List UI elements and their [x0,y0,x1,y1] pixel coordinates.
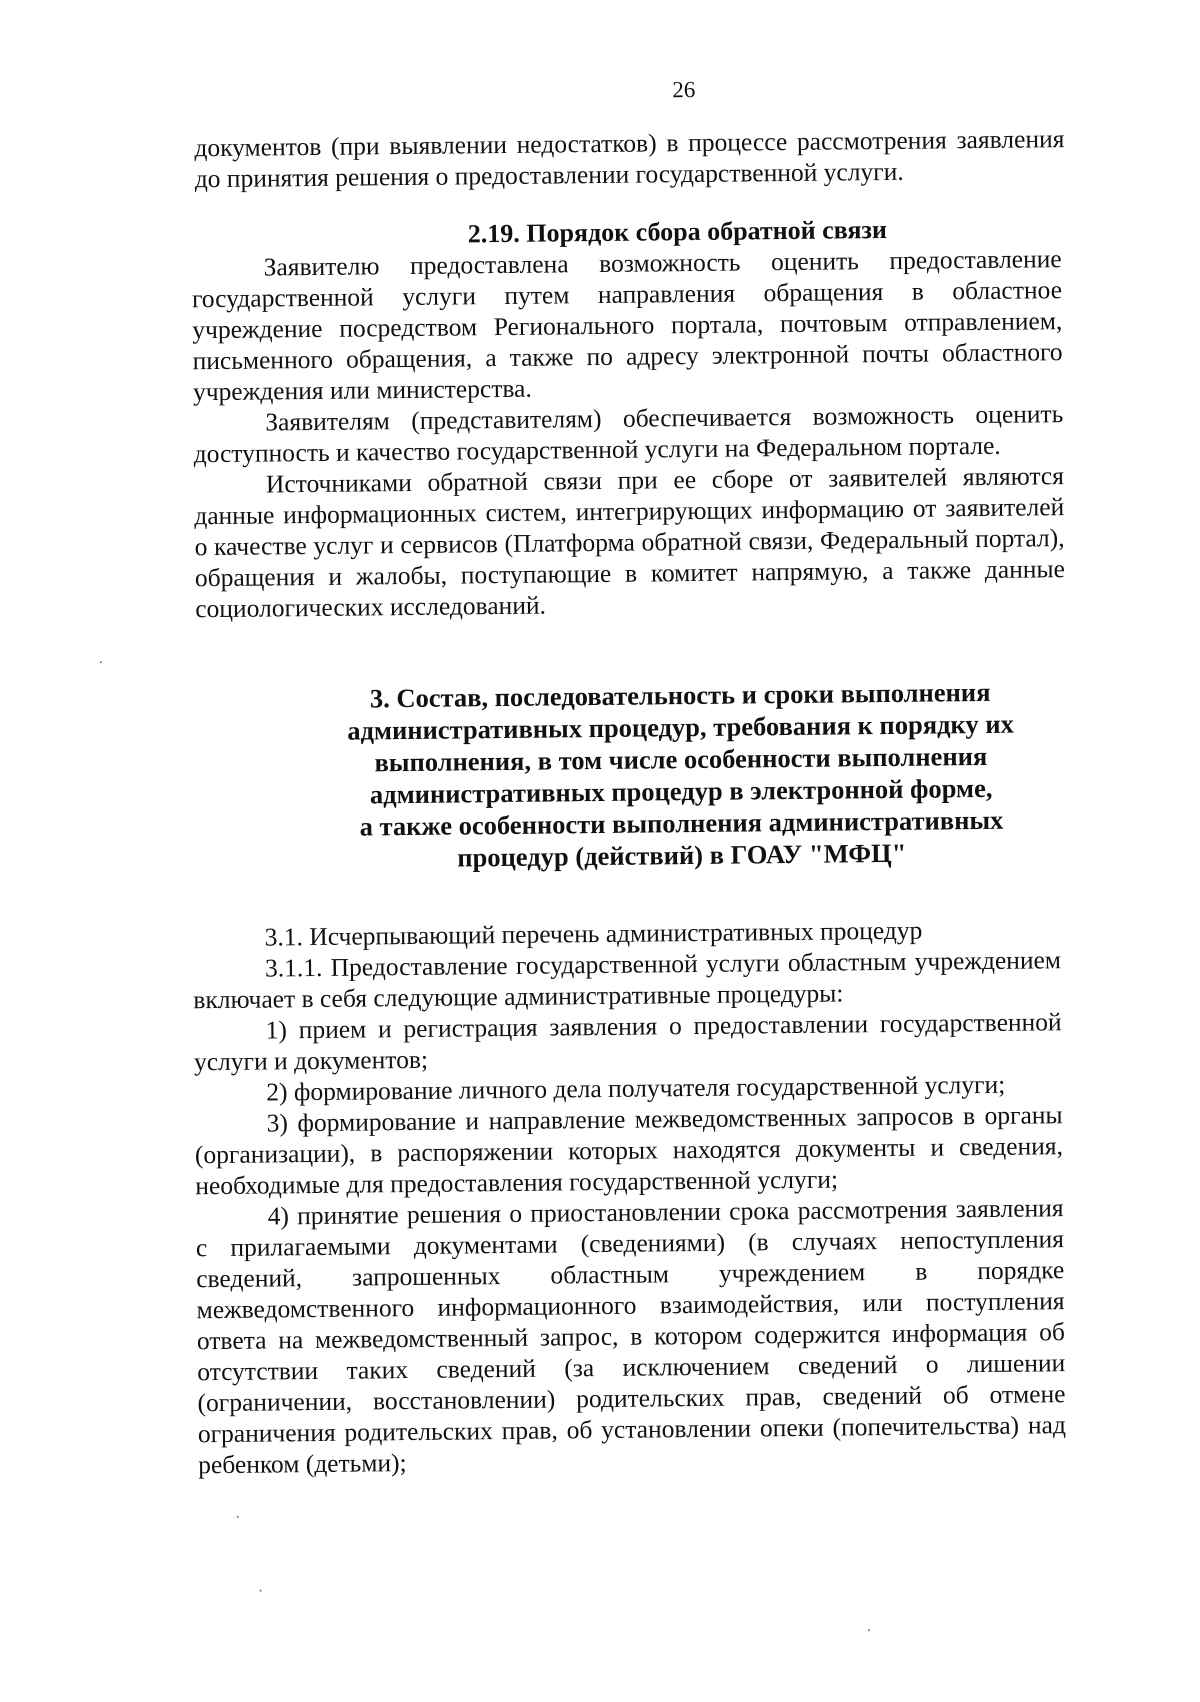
page-number: 26 [672,76,696,103]
section-2-19-body [192,243,1066,624]
heading-line: административных процедур, требования к порядку их [347,708,1014,746]
scan-speck [237,1516,239,1518]
list-item: 4) принятие решения о приостановлении срока рассмотрения заявления с прилагаемыми документами (сведениями) (в случаях непоступления сведений, запрошенных областным учреждением в порядке межведомственного информационного взаимодействия, или поступления ответа на межведомственный запрос, в котором содержится информация об отсутствии таких сведений (за исключением сведений о лишении (ограничении, восстановлении) родительских прав, сведений об отмене ограничения родительских прав, об установлении опеки (попечительства) над ребенком (детьми); [195,1193,1066,1480]
paragraph: 3.1. Исчерпывающий перечень административных процедур [264,915,923,952]
paragraph: Заявителю предоставлена возможность оценить предоставление государственной услуги путем направления обращения в областное учреждение посредством Регионального портала, почтовым отправлением, письменного обращения, а также по адресу электронной почты областного учреждения или министерства. [191,244,1063,407]
heading-line: административных процедур в электронной форме, [369,772,993,810]
paragraph: Заявителям (представителям) обеспечивается возможность оценить доступность и качество государственной услуги на Федеральном портале. [193,399,1064,469]
section-3-body [193,913,1067,1480]
intro-paragraph-block [194,123,1065,194]
list-item: 3) формирование и направление межведомственных запросов в органы (организации), в распоряжении которых находятся документы и сведения, необходимые для предоставления государственной услуги; [194,1100,1064,1201]
section-3-heading [330,675,1032,874]
paragraph: Источниками обратной связи при ее сборе от заявителей являются данные информационных систем, интегрирующих информацию от заявителей о качестве услуг и сервисов (Платформа обратной связи, Федеральный портал), обращения и жалобы, поступающие в комитет напрямую, а также данные социологических исследований. [194,461,1066,624]
scan-speck [100,661,102,663]
list-item: 2) формирование личного дела получателя государственной услуги; [266,1069,1006,1107]
scan-speck [868,1629,870,1631]
section-2-19-heading: 2.19. Порядок сбора обратной связи [467,214,888,249]
heading-line: процедур (действий) в ГОАУ "МФЦ" [457,837,907,873]
heading-line: а также особенности выполнения административных [359,804,1004,842]
heading-line: 3. Состав, последовательность и сроки выполнения [369,676,991,714]
paragraph: 3.1.1. Предоставление государственной услуги областным учреждением включает в себя следующие административные процедуры: [193,945,1062,1015]
scan-speck [260,1590,262,1592]
list-item: 1) прием и регистрация заявления о предоставлении государственной услуги и документов; [193,1007,1062,1077]
heading-line: выполнения, в том числе особенности выполнения [374,740,988,778]
intro-paragraph: документов (при выявлении недостатков) в процессе рассмотрения заявления до принятия решения о предоставлении государственной услуги. [194,124,1065,194]
